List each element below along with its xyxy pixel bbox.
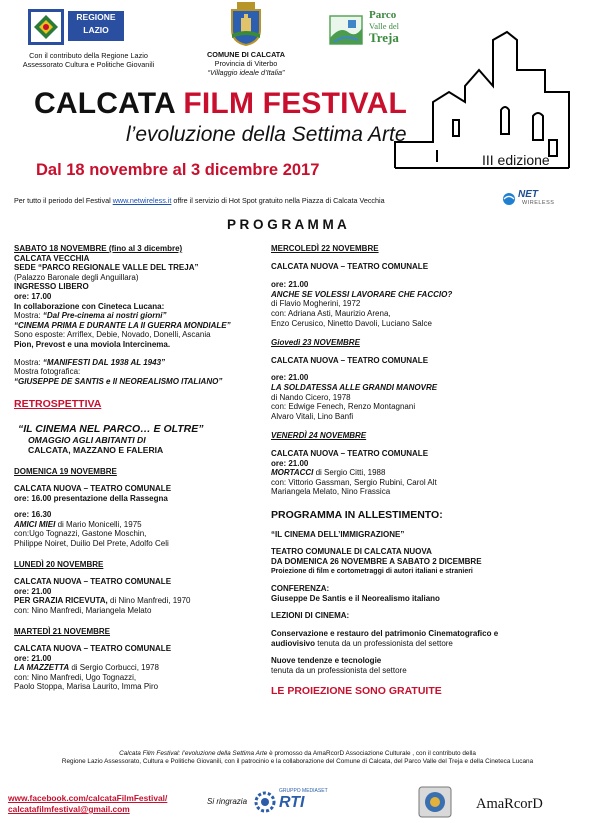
right-b7: Alvaro Vitali, Lino Banfi xyxy=(271,411,354,421)
event-date-22: MERCOLEDÌ 22 NOVEMBRE xyxy=(271,244,379,253)
left-d7: Philippe Noiret, Duilio Del Prete, Adolfo Celi xyxy=(14,538,169,548)
left-l14: “GIUSEPPE DE SANTIS e Il NEOREALISMO ITALIANO” xyxy=(14,376,223,386)
right-p10: Nuove tendenze e tecnologie xyxy=(271,656,382,666)
film-anche-se-volessi: ANCHE SE VOLESSI LAVORARE CHE FACCIO? xyxy=(271,289,453,299)
netwireless-logo-2: WIRELESS xyxy=(522,200,555,206)
event-date-20: LUNEDÌ 20 NOVEMBRE xyxy=(14,560,104,570)
regione-lazio-logo xyxy=(28,9,64,45)
event-date-18: SABATO 18 NOVEMBRE (fino al 3 dicembre) xyxy=(14,244,183,253)
right-column xyxy=(271,244,581,698)
left-l11: Pion, Prevost e una moviola Intercinema. xyxy=(14,339,171,349)
left-l12b: “MANIFESTI DAL 1938 AL 1943” xyxy=(42,357,166,367)
event-date-19: DOMENICA 19 NOVEMBRE xyxy=(14,467,117,477)
right-a2: CALCATA NUOVA – TEATRO COMUNALE xyxy=(271,261,429,271)
rti-gear-icon xyxy=(254,791,276,813)
left-l8b: “Dal Pre-cinema ai nostri giorni” xyxy=(42,311,167,321)
right-p8: LEZIONI DI CINEMA: xyxy=(271,611,350,621)
regione-caption-2: Assessorato Cultura e Politiche Giovanili xyxy=(22,60,155,69)
event-date-21: MARTEDÌ 21 NOVEMBRE xyxy=(14,627,111,637)
right-c6: Mariangela Melato, Nino Frassica xyxy=(271,487,391,497)
left-l12a: Mostra: xyxy=(14,357,43,367)
footer-line1a: Calcata Film Festival: l’evoluzione della Settima Arte xyxy=(119,750,268,757)
si-ringrazia: Si ringrazia xyxy=(207,797,248,806)
amarcord-logo: AmaRcorD xyxy=(476,796,543,812)
retro-l2: OMAGGIO AGLI ABITANTI DI xyxy=(28,435,146,446)
left-f3: ore: 21.00 xyxy=(14,653,52,663)
netwireless-logo xyxy=(502,190,570,208)
left-f4b: di Sergio Corbucci, 1978 xyxy=(69,663,159,673)
left-e5: con: Nino Manfredi, Mariangela Melato xyxy=(14,605,152,615)
left-d3: ore: 16.00 presentazione della Rassegna xyxy=(14,493,168,503)
right-c5: con: Vittorio Gassman, Sergio Rubini, Carol Alt xyxy=(271,477,437,487)
title-calcata: CALCATA xyxy=(34,87,175,120)
right-p2: “IL CINEMA DELL’IMMIGRAZIONE” xyxy=(271,529,405,539)
facebook-link[interactable]: www.facebook.com/calcataFilmFestival/ xyxy=(8,793,168,803)
footer-line1b: è promosso da AmaRcorD Associazione Culturale , con il contributo della xyxy=(267,750,476,757)
comune-label: COMUNE DI CALCATA xyxy=(207,50,285,59)
right-a6: con: Adriana Asti, Maurizio Arena, xyxy=(271,308,391,318)
wifi-text-after: offre il servizio di Hot Spot gratuito nella Piazza di Calcata Vecchia xyxy=(173,196,385,205)
right-b5: di Nando Cicero, 1978 xyxy=(271,392,351,402)
right-p5: Proiezione di film e cortometraggi di autori italiani e stranieri xyxy=(271,567,473,575)
retro-title: “IL CINEMA NEL PARCO… E OLTRE” xyxy=(18,423,204,436)
right-a3: ore: 21.00 xyxy=(271,280,309,290)
right-b2: CALCATA NUOVA – TEATRO COMUNALE xyxy=(271,355,429,365)
film-per-grazia-ricevuta: PER GRAZIA RICEVUTA, xyxy=(14,596,108,606)
left-d4: ore: 16.30 xyxy=(14,510,52,520)
netwireless-logo-1: NET xyxy=(518,189,538,200)
right-p9a: Conservazione e restauro del patrimonio Cinematografico e xyxy=(271,629,499,639)
left-f6: Paolo Stoppa, Marisa Laurito, Imma Piro xyxy=(14,682,159,692)
left-d2: CALCATA NUOVA – TEATRO COMUNALE xyxy=(14,483,172,493)
regione-lazio-badge xyxy=(68,11,124,41)
comune-crest-icon xyxy=(229,2,263,46)
right-c2: CALCATA NUOVA – TEATRO COMUNALE xyxy=(271,448,429,458)
right-a5: di Flavio Mogherini, 1972 xyxy=(271,299,361,309)
comune-motto: “Villaggio ideale d’Italia” xyxy=(207,68,285,77)
left-l2: CALCATA VECCHIA xyxy=(14,253,90,263)
right-p4: DA DOMENICA 26 NOVEMBRE A SABATO 2 DICEMBRE xyxy=(271,557,482,567)
right-c4b: di Sergio Citti, 1988 xyxy=(313,468,386,478)
right-p9b: audiovisivo xyxy=(271,638,316,648)
left-f2: CALCATA NUOVA – TEATRO COMUNALE xyxy=(14,644,172,654)
subtitle: l’evoluzione della Settima Arte xyxy=(126,123,407,146)
left-e2: CALCATA NUOVA – TEATRO COMUNALE xyxy=(14,577,172,587)
left-l13: Mostra fotografica: xyxy=(14,367,81,377)
film-mortacci: MORTACCI xyxy=(271,468,314,478)
programma-heading: P R O G R A M M A xyxy=(227,217,347,232)
left-d6: con:Ugo Tognazzi, Gastone Moschin, xyxy=(14,529,147,539)
wifi-text-before: Per tutto il periodo del Festival xyxy=(14,196,111,205)
festival-dates: Dal 18 novembre al 3 dicembre 2017 xyxy=(36,161,320,179)
right-p3: TEATRO COMUNALE DI CALCATA NUOVA xyxy=(271,547,432,557)
right-p7: Giuseppe De Santis e il Neorealismo italiano xyxy=(271,593,440,603)
edition: III edizione xyxy=(482,152,550,168)
right-p9c: tenuta da un professionista del settore xyxy=(315,638,453,648)
parco-label-1: Parco xyxy=(369,9,397,21)
left-l5: INGRESSO LIBERO xyxy=(14,282,89,292)
left-l8a: Mostra: xyxy=(14,311,43,321)
left-l9: “CINEMA PRIMA E DURANTE LA II GUERRA MONDIALE” xyxy=(14,320,231,330)
left-l7: In collaborazione con Cineteca Lucana: xyxy=(14,301,165,311)
left-l6: ore: 17.00 xyxy=(14,291,52,301)
cineteca-badge-icon xyxy=(418,786,452,818)
rti-logo-text: RTI xyxy=(279,794,305,811)
retro-l3: CALCATA, MAZZANO E FALERIA xyxy=(28,445,164,456)
left-l10: Sono esposte: Arriflex, Debie, Novado, Donelli, Ascania xyxy=(14,330,211,340)
left-l4: (Palazzo Baronale degli Anguillara) xyxy=(14,272,139,282)
left-e3: ore: 21.00 xyxy=(14,586,52,596)
email-link[interactable]: calcatafilmfestival@gmail.com xyxy=(8,804,130,814)
left-e4b: di Nino Manfredi, 1970 xyxy=(107,596,191,606)
film-la-soldatessa: LA SOLDATESSA ALLE GRANDI MANOVRE xyxy=(271,382,438,392)
comune-sub: Provincia di Viterbo xyxy=(214,59,278,68)
regione-label-2: LAZIO xyxy=(83,25,109,35)
retrospettiva-heading: RETROSPETTIVA xyxy=(14,398,102,411)
parco-logo-icon xyxy=(328,12,366,48)
left-d5b: di Mario Monicelli, 1975 xyxy=(55,519,142,529)
title-film-festival: FILM FESTIVAL xyxy=(183,87,408,120)
rti-top: GRUPPO MEDIASET xyxy=(279,788,328,794)
film-amici-miei: AMICI MIEI xyxy=(14,519,56,529)
left-f5: con: Nino Manfredi, Ugo Tognazzi, xyxy=(14,672,137,682)
right-a7: Enzo Cerusico, Ninetto Davoli, Luciano Salce xyxy=(271,318,432,328)
right-b6: con: Edwige Fenech, Renzo Montagnani xyxy=(271,402,416,412)
left-l3: SEDE “PARCO REGIONALE VALLE DEL TREJA” xyxy=(14,263,199,273)
castle-drawing xyxy=(393,30,573,170)
right-c3: ore: 21.00 xyxy=(271,458,309,468)
right-p6: CONFERENZA: xyxy=(271,584,330,594)
left-column xyxy=(14,244,264,692)
right-p11: tenuta da un professionista del settore xyxy=(271,665,407,675)
parco-label-2: Valle del xyxy=(369,21,399,31)
event-date-24: VENERDÌ 24 NOVEMBRE xyxy=(271,431,367,441)
event-date-23: Giovedì 23 NOVEMBRE xyxy=(271,338,360,348)
regione-caption-1: Con il contributo della Regione Lazio xyxy=(29,51,148,60)
footer-line2: Regione Lazio Assessorato, Cultura e Politiche Giovanili, con il patrocinio e la collaborazione del Comune di Calcata, del Parco Valle del Treja e della Cineteca Lucana xyxy=(61,758,534,765)
netwireless-link[interactable]: www.netwireless.it xyxy=(112,196,172,205)
film-la-mazzetta: LA MAZZETTA xyxy=(14,663,70,673)
parco-label-3: Treja xyxy=(369,30,399,45)
proiezioni-gratuite: LE PROIEZIONE SONO GRATUITE xyxy=(271,685,442,698)
allestimento-heading: PROGRAMMA IN ALLESTIMENTO: xyxy=(271,508,443,521)
regione-label-1: REGIONE xyxy=(76,12,116,22)
right-b3: ore: 21.00 xyxy=(271,373,309,383)
